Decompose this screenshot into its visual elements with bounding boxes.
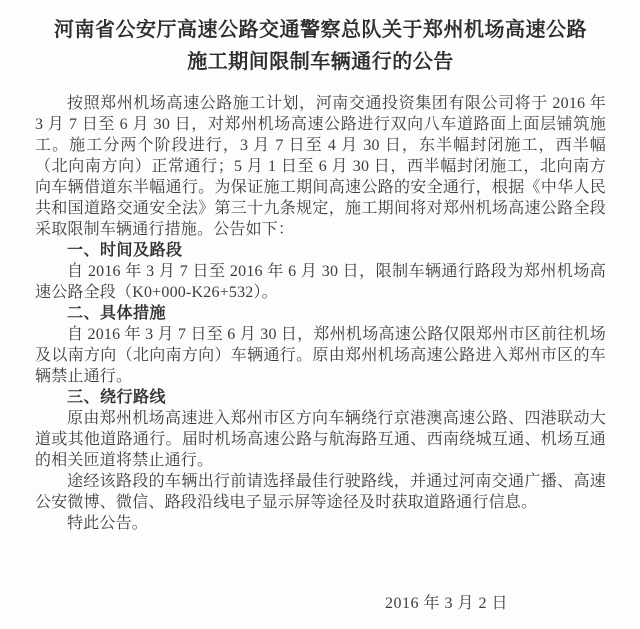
notice-paragraph: 原由郑州机场高速进入郑州市区方向车辆绕行京港澳高速公路、四港联动大道或其他道路通行。届时机场高速公路与航海路互通、西南绕城互通、机场互通的相关匝道将禁止通行。: [35, 410, 606, 469]
notice-paragraph: 自 2016 年 3 月 7 日至 2016 年 6 月 30 日，限制车辆通行路段为郑州机场高速公路全段（K0+000-K26+532）。: [35, 263, 606, 301]
notice-paragraph: 途经该路段的车辆出行前请选择最佳行驶路线，并通过河南交通广播、高速公安微博、微信、路段沿线电子显示屏等途径及时获取道路通行信息。: [35, 473, 606, 511]
notice-date: 2016 年 3 月 2 日: [385, 595, 509, 612]
notice-title: [35, 14, 606, 78]
section-heading: 三、绕行路线: [67, 389, 167, 406]
notice-title-line1: 河南省公安厅高速公路交通警察总队关于郑州机场高速公路: [54, 19, 587, 41]
section-heading: 一、时间及路段: [67, 242, 183, 259]
notice-paragraph: 特此公告。: [67, 515, 149, 532]
section-heading: 二、具体措施: [67, 305, 167, 322]
notice-title-line2: 施工期间限制车辆通行的公告: [187, 51, 454, 73]
notice-paragraph: 按照郑州机场高速公路施工计划，河南交通投资集团有限公司将于 2016 年 3 月 7 日至 6 月 30 日，对郑州机场高速公路进行双向八车道路面上面层铺筑施工。施工分两个阶段进行，3 月 7 日至 4 月 30 日，东半幅封闭施工，西半幅（北向南方向）正常通行；5 月 1 日至 6 月 30 日，西半幅封闭施工，北向南方向车辆借道东半幅通行。为保证施工期间高速公路的安全通行，根据《中华人民共和国道路交通安全法》第三十九条规定，施工期间将对郑州机场高速公路全段采取限制车辆通行措施。公告如下：: [35, 95, 606, 238]
notice-paragraph: 自 2016 年 3 月 7 日至 6 月 30 日，郑州机场高速公路仅限郑州市区前往机场及以南方向（北向南方向）车辆通行。原由郑州机场高速公路进入郑州市区的车辆禁止通行。: [35, 326, 606, 385]
notice-body: [35, 93, 606, 534]
